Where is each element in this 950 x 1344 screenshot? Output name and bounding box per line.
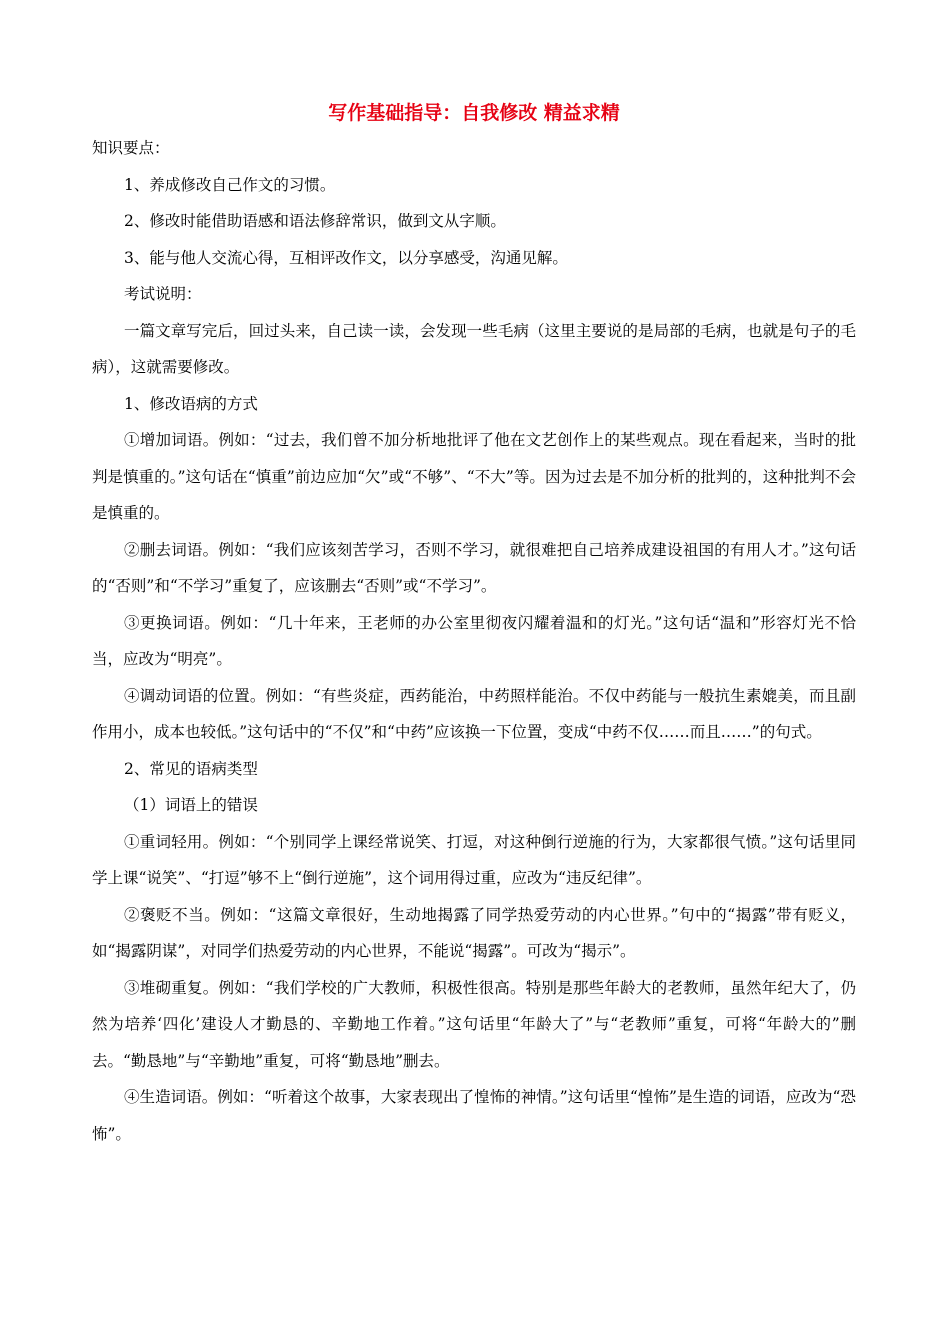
paragraph: 1、修改语病的方式 — [124, 394, 258, 413]
paragraph: ④调动词语的位置。例如：“有些炎症，西药能治，中药照样能治。不仅中药能与一般抗生素媲美，而且副作用小，成本也较低。”这句话中的“不仅”和“中药”应该换一下位置，变成“中药不仅……而且……”的句式。 — [92, 686, 856, 741]
document-title: 写作基础指导：自我修改 精益求精 — [328, 102, 620, 124]
paragraph: 2、修改时能借助语感和语法修辞常识，做到文从字顺。 — [124, 212, 506, 230]
paragraph: 3、能与他人交流心得，互相评改作文，以分享感受，沟通见解。 — [124, 248, 568, 267]
paragraph: ②褒贬不当。例如：“这篇文章很好，生动地揭露了同学热爱劳动的内心世界。”句中的“揭露”带有贬义，如“揭露阴谋”，对同学们热爱劳动的内心世界，不能说“揭露”。可改为“揭示”。 — [92, 905, 856, 960]
paragraph: ③堆砌重复。例如：“我们学校的广大教师，积极性很高。特别是那些年龄大的老教师，虽然年纪大了，仍然为培养‘四化’建设人才勤恳的、辛勤地工作着。”这句话里“年龄大了”与“老教师”重复，可将“年龄大的”删去。“勤恳地”与“辛勤地”重复，可将“勤恳地”删去。 — [92, 978, 856, 1070]
paragraph: ①增加词语。例如：“过去，我们曾不加分析地批评了他在文艺创作上的某些观点。现在看起来，当时的批判是慎重的。”这句话在“慎重”前边应加“欠”或“不够”、“不大”等。因为过去是不加分析的批判的，这种批判不会是慎重的。 — [92, 431, 856, 522]
paragraph: 知识要点： — [92, 139, 170, 157]
paragraph: 1、养成修改自己作文的习惯。 — [124, 175, 336, 194]
paragraph: ①重词轻用。例如：“个别同学上课经常说笑、打逗，对这种倒行逆施的行为，大家都很气愤。”这句话里同学上课“说笑”、“打逗”够不上“倒行逆施”，这个词用得过重，应改为“违反纪律”。 — [92, 832, 856, 887]
paragraph: 一篇文章写完后，回过头来，自己读一读，会发现一些毛病（这里主要说的是局部的毛病，也就是句子的毛病），这就需要修改。 — [92, 321, 856, 376]
paragraph: ②删去词语。例如：“我们应该刻苦学习，否则不学习，就很难把自己培养成建设祖国的有用人才。”这句话的“否则”和“不学习”重复了，应该删去“否则”或“不学习”。 — [92, 540, 856, 595]
paragraph: 2、常见的语病类型 — [124, 759, 258, 778]
paragraph: （1）词语上的错误 — [124, 796, 258, 814]
document-body — [92, 98, 856, 1152]
paragraph: ④生造词语。例如：“听着这个故事，大家表现出了惶怖的神情。”这句话里“惶怖”是生造的词语，应改为“恐怖”。 — [92, 1088, 856, 1143]
paragraph-list — [92, 130, 856, 1152]
paragraph: 考试说明： — [124, 285, 202, 303]
paragraph: ③更换词语。例如：“几十年来，王老师的办公室里彻夜闪耀着温和的灯光。”这句话“温和”形容灯光不恰当，应改为“明亮”。 — [92, 613, 856, 668]
